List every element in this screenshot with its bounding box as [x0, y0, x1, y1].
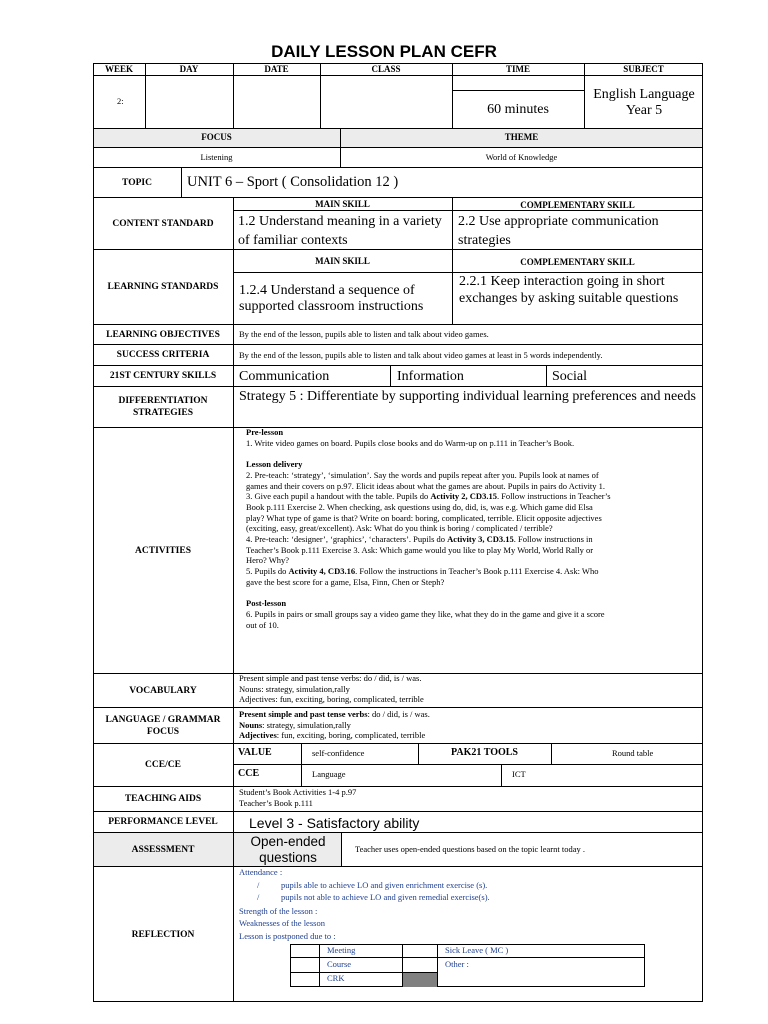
divider	[181, 167, 182, 197]
teaching-aids-content	[239, 787, 699, 808]
reflection-weakness: Weaknesses of the lesson	[239, 918, 325, 928]
pre-lesson-heading: Pre-lesson	[246, 427, 284, 437]
performance-value: Level 3 - Satisfactory ability	[249, 814, 420, 831]
header-date: DATE	[264, 64, 289, 74]
delivery-step-5: 5. Pupils do Activity 4, CD3.16. Follow the instructions in Teacher’s Book p.111 Exercise 4. Ask: Who gave the best score for a game, Elsa, Finn, Chen or Steph?	[246, 566, 599, 587]
teaching-aid-1: Student’s Book Activities 1-4 p.97	[239, 787, 357, 797]
divider	[320, 63, 321, 128]
divider	[452, 76, 584, 91]
delivery-step-3: 3. Give each pupil a handout with the table. Pupils do Activity 2, CD3.15. Follow instructions in Teacher’s Book p.111 Exercise 2. When checking, ask questions using do, did, is, was e.g. Which game did Elsa play? What type of game is that? Write on board: boring, complicated, terrible. Elicit opposite adjectives (exciting, easy, great/excellent). Ask: What do you think is boring / complicated / terrible?	[246, 491, 611, 534]
differentiation-label: DIFFERENTIATION STRATEGIES	[118, 396, 208, 418]
century-skill-1: Communication	[239, 368, 330, 384]
subject-value: English Language Year 5	[593, 86, 695, 118]
crk-shaded-cell	[403, 973, 437, 987]
grammar-line-1: Present simple and past tense verbs: do / did, is / was.	[239, 709, 430, 719]
topic-label: TOPIC	[122, 177, 152, 188]
century-skill-2: Information	[397, 368, 464, 384]
delivery-step-4: 4. Pre-teach: ‘designer’, ‘graphics’, ‘characters’. Pupils do Activity 3, CD3.15. Follow instructions in Teacher’s Book p.111 Exercise 3. Ask: Which game would you like to play My World, World Rally or Hero? Why?	[246, 534, 594, 566]
reflection-line-1: pupils able to achieve LO and given enrichment exercise (s).	[281, 880, 488, 890]
teaching-aids-label: TEACHING AIDS	[124, 794, 202, 804]
delivery-step-2: 2. Pre-teach: ‘strategy’, ‘simulation’. Say the words and pupils repeat after you. Pupils look at names of games and their covers on p.97. Elicit ideas about what the games are about. Pupils in pairs do Activity 1.	[246, 469, 606, 491]
divider	[501, 764, 502, 786]
topic-value: UNIT 6 – Sport ( Consolidation 12 )	[187, 173, 399, 190]
learning-standards-label: LEARNING STANDARDS	[107, 282, 219, 292]
content-main-skill-header: MAIN SKILL	[315, 199, 370, 209]
vocabulary-line-3: Adjectives: fun, exciting, boring, complicated, terrible	[239, 694, 424, 705]
vocabulary-label: VOCABULARY	[129, 685, 197, 696]
divider	[584, 63, 585, 128]
content-standard-label: CONTENT STANDARD	[112, 218, 214, 229]
century-skill-3: Social	[552, 368, 587, 384]
theme-value: World of Knowledge	[485, 152, 558, 162]
differentiation-value: Strategy 5 : Differentiate by supporting individual learning preferences and needs	[239, 389, 696, 404]
vocabulary-line-1: Present simple and past tense verbs: do / did, is / was.	[239, 673, 422, 683]
assessment-method: Open-ended questions	[250, 833, 326, 865]
divider	[233, 63, 234, 128]
learning-complementary-value: 2.2.1 Keep interaction going in short exchanges by asking suitable questions	[459, 274, 679, 306]
focus-label: FOCUS	[201, 132, 232, 142]
divider	[437, 944, 438, 987]
teaching-aid-2: Teacher’s Book p.111	[239, 797, 313, 808]
content-main-value: 1.2 Understand meaning in a variety of familiar contexts	[238, 214, 442, 248]
divider	[551, 743, 552, 764]
grammar-line-3: Adjectives: fun, exciting, boring, complicated, terrible	[239, 730, 426, 741]
learning-objectives-value: By the end of the lesson, pupils able to listen and talk about video games.	[239, 329, 489, 339]
divider	[93, 147, 703, 148]
learning-complementary-skill-header: COMPLEMENTARY SKILL	[520, 257, 635, 267]
success-criteria-value: By the end of the lesson, pupils able to listen and talk about video games at least in 5 words independently.	[239, 349, 603, 360]
assessment-note: Teacher uses open-ended questions based on the topic learnt today .	[355, 844, 586, 854]
reason-crk: CRK	[327, 973, 345, 983]
performance-label: PERFORMANCE LEVEL	[108, 817, 218, 827]
header-class: CLASS	[371, 64, 401, 74]
cce-sub-value-2: ICT	[512, 769, 526, 779]
reason-other: Other :	[445, 959, 469, 969]
success-criteria-label: SUCCESS CRITERIA	[116, 350, 210, 360]
cce-sub-label: CCE	[238, 768, 260, 779]
focus-value: Listening	[200, 152, 233, 162]
reason-meeting: Meeting	[327, 945, 356, 955]
divider	[341, 832, 342, 866]
divider	[233, 197, 234, 1002]
content-complementary-value: 2.2 Use appropriate communication strategies	[458, 214, 659, 248]
reflection-strength: Strength of the lesson :	[239, 906, 318, 916]
pak21-label: PAK21 TOOLS	[451, 747, 518, 758]
header-day: DAY	[179, 64, 199, 74]
theme-label: THEME	[504, 132, 539, 142]
time-value: 60 minutes	[487, 102, 549, 117]
divider	[145, 63, 146, 128]
pak21-value: Round table	[612, 748, 654, 758]
divider	[233, 764, 703, 765]
cce-value: self-confidence	[312, 748, 365, 758]
reflection-attendance: Attendance :	[239, 867, 283, 877]
learning-main-value: 1.2.4 Understand a sequence of supported classroom instructions	[239, 283, 424, 314]
divider	[452, 197, 453, 249]
divider	[390, 365, 391, 386]
divider	[319, 944, 320, 987]
divider	[452, 249, 453, 324]
activities-label: ACTIVITIES	[135, 545, 191, 556]
learning-objectives-label: LEARNING OBJECTIVES	[106, 329, 220, 340]
reflection-label: REFLECTION	[131, 929, 195, 940]
header-week: WEEK	[104, 64, 133, 74]
cce-label: CCE/CE	[145, 760, 181, 770]
grammar-line-2: Nouns: strategy, simulation,rally	[239, 719, 351, 730]
divider	[290, 957, 645, 958]
grammar-label: LANGUAGE / GRAMMAR FOCUS	[105, 714, 221, 737]
divider	[233, 272, 703, 273]
reflection-line-2: pupils not able to achieve LO and given remedial exercise(s).	[281, 892, 490, 902]
vocabulary-line-2: Nouns: strategy, simulation,rally	[239, 683, 350, 694]
reflection-slash-1: /	[257, 880, 260, 890]
learning-main-skill-header: MAIN SKILL	[315, 256, 370, 266]
page-title: DAILY LESSON PLAN CEFR	[271, 42, 497, 61]
cce-sub-value: Language	[312, 769, 346, 779]
reflection-slash-2: /	[257, 892, 260, 902]
assessment-label: ASSESSMENT	[131, 844, 195, 855]
divider	[233, 210, 703, 211]
lesson-delivery-heading: Lesson delivery	[246, 459, 303, 470]
header-time: TIME	[505, 64, 530, 74]
vocabulary-content	[239, 673, 699, 705]
divider	[546, 365, 547, 386]
reflection-postponed: Lesson is postponed due to :	[239, 931, 336, 941]
activities-content	[246, 427, 612, 630]
reason-sick-leave: Sick Leave ( MC )	[445, 945, 509, 955]
post-lesson-heading: Post-lesson	[246, 598, 287, 609]
post-lesson-step-6: 6. Pupils in pairs or small groups say a video game they like, what they do in the game and give it a score out of 10.	[246, 608, 605, 630]
content-complementary-skill-header: COMPLEMENTARY SKILL	[520, 200, 635, 210]
header-subject: SUBJECT	[623, 64, 664, 74]
reason-course: Course	[327, 959, 352, 969]
week-value: 2:	[117, 96, 124, 106]
century-skills-label: 21ST CENTURY SKILLS	[109, 371, 217, 381]
cce-value-label: VALUE	[238, 747, 272, 758]
pre-lesson-step-1: 1. Write video games on board. Pupils close books and do Warm-up on p.111 in Teacher’s Book.	[246, 437, 575, 448]
grammar-content	[239, 709, 699, 741]
